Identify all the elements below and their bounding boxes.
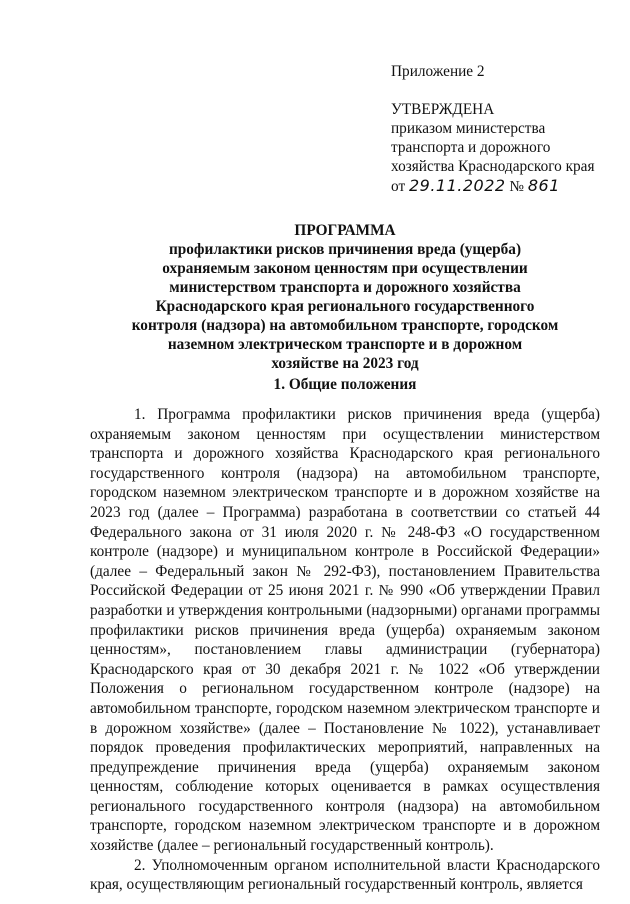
approval-line-3: хозяйства Краснодарского края [391, 158, 595, 175]
section-heading: 1. Общие положения [273, 376, 417, 393]
title-line: министерством транспорта и дорожного хозяйства [169, 279, 521, 296]
number-prefix: № [509, 178, 525, 195]
appendix-label: Приложение 2 [391, 63, 485, 80]
title-line: профилактики рисков причинения вреда (ущерба) [168, 241, 522, 258]
approved-label: УТВЕРЖДЕНА [391, 101, 495, 118]
approval-date-line [391, 176, 626, 196]
title-line: охраняемым законом ценностям при осуществлении [162, 260, 528, 277]
handwritten-number: 861 [527, 176, 560, 195]
title-heading: ПРОГРАММА [294, 222, 396, 239]
title-line: наземном электрическом транспорте и в дорожном [167, 336, 523, 353]
document-title [95, 221, 595, 373]
title-line: контроля (надзора) на автомобильном транспорте, городском [131, 317, 559, 334]
approval-line-1: приказом министерства [391, 120, 546, 137]
paragraph: 1. Программа профилактики рисков причинения вреда (ущерба) охраняемым законом ценностям при осуществлении министерством транспорта и дорожного хозяйства Краснодарского края регионального государственного контроля (надзора) на автомобильном транспорте, городском наземном электрическом транспорте и в дорожном хозяйстве на 2023 год (далее – Программа) разработана в соответствии со статьей 44 Федерального закона от 31 июля 2020 г. № 248-ФЗ «О государственном контроле (надзоре) и муниципальном контроле в Российской Федерации» (далее – Федеральный закон № 292-ФЗ), постановлением Правительства Российской Федерации от 25 июня 2021 г. № 990 «Об утверждении Правил разработки и утверждения контрольными (надзорными) органами программы профилактики рисков причинения вреда (ущерба) охраняемым законом ценностям», постановлением главы администрации (губернатора) Краснодарского края от 30 декабря 2021 г. № 1022 «Об утверждении Положения о региональном государственном контроле (надзоре) на автомобильном транспорте, городском наземном электрическом транспорте и в дорожном хозяйстве» (далее – Постановление № 1022), устанавливает порядок проведения профилактических мероприятий, направленных на предупреждение причинения вреда (ущерба) охраняемым законом ценностям, соблюдение которых оценивается в рамках осуществления регионального государственного контроля (надзора) на автомобильном транспорте, городском наземном электрическом транспорте и в дорожном хозяйстве (далее – региональный государственный контроль). [90, 406, 600, 855]
title-line: Краснодарского края регионального государственного [155, 298, 535, 315]
approval-block [391, 62, 626, 196]
paragraph: 2. Уполномоченным органом исполнительной власти Краснодарского края, осуществляющим региональный государственный контроль, является [90, 856, 600, 894]
handwritten-date: 29.11.2022 [408, 176, 506, 195]
section-body [90, 405, 600, 895]
title-line: хозяйстве на 2023 год [271, 355, 419, 372]
approval-line-2: транспорта и дорожного [391, 139, 551, 156]
date-prefix: от [391, 178, 406, 195]
